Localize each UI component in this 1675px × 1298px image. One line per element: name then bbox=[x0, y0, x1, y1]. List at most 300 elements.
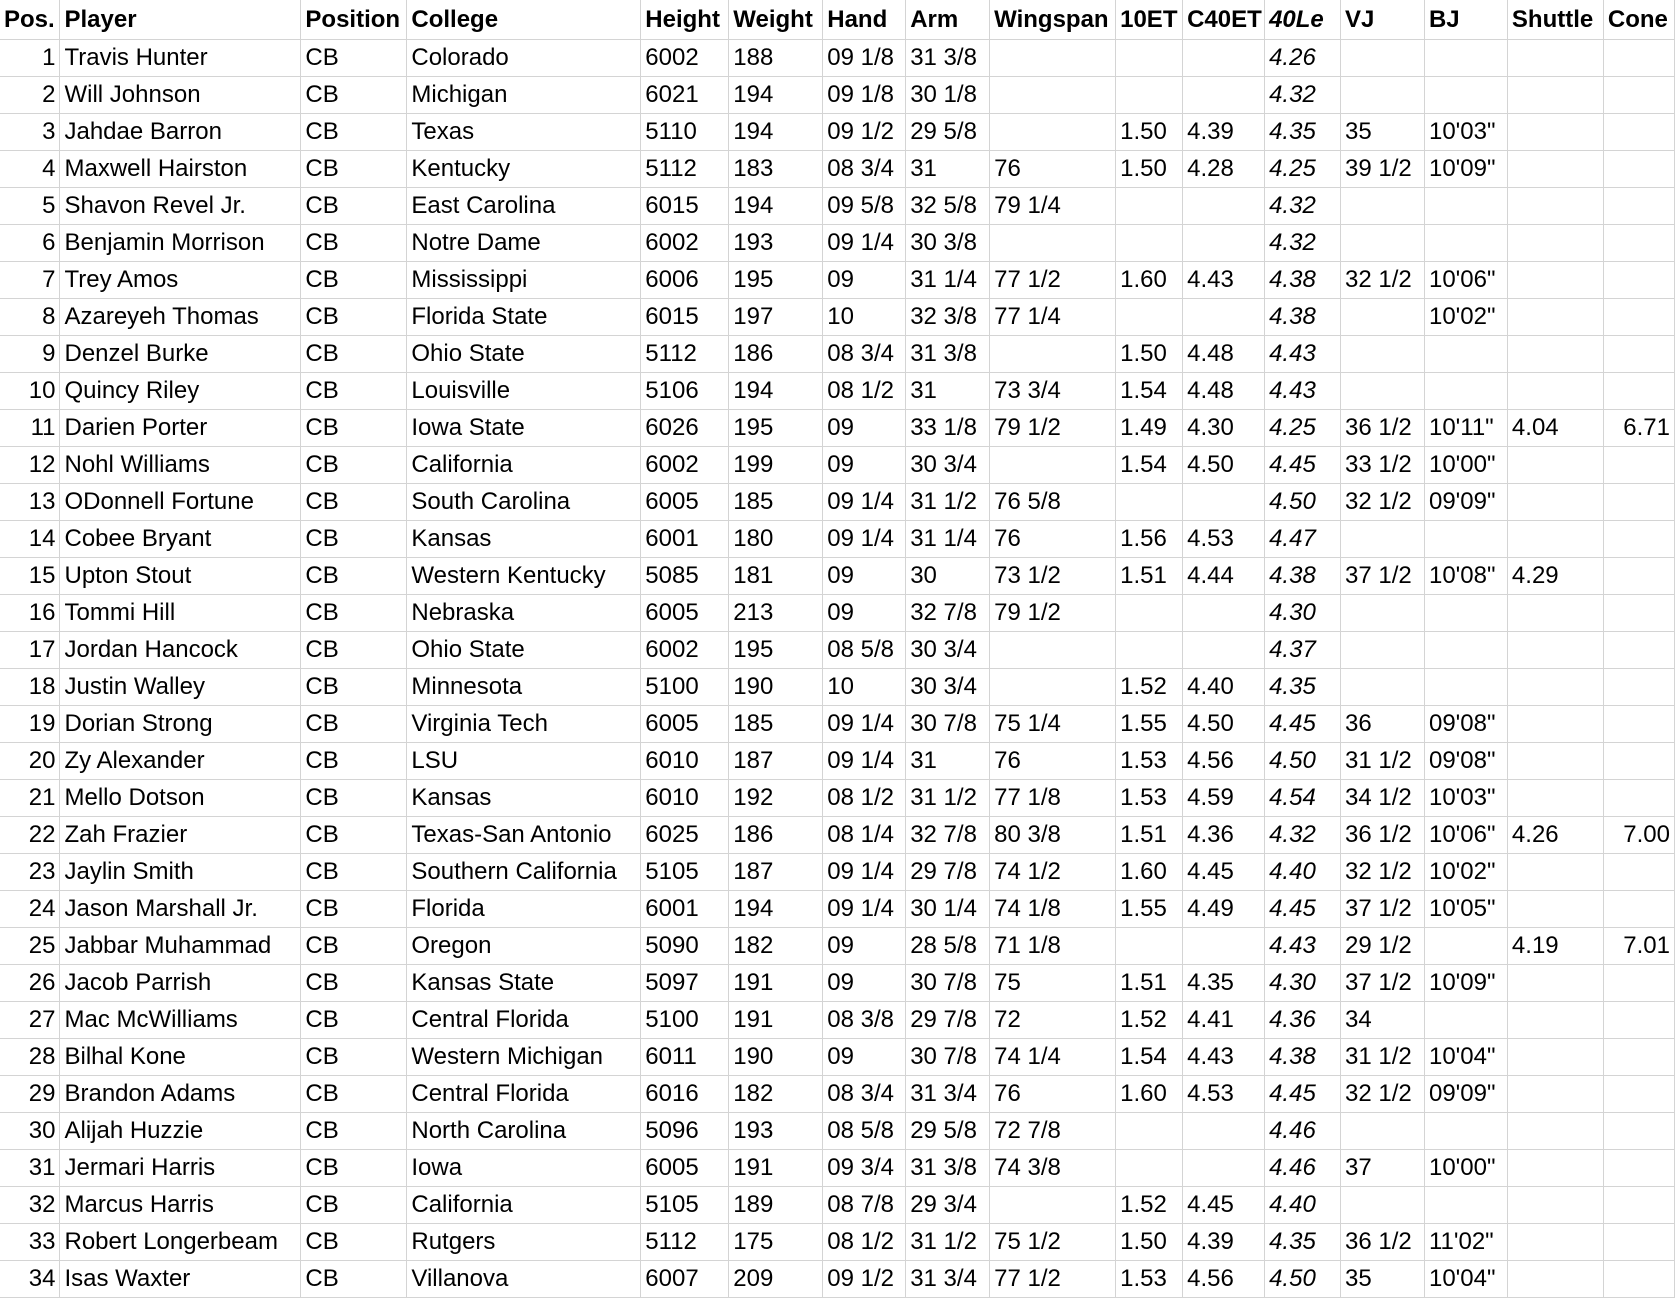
cell-shuttle[interactable] bbox=[1507, 1076, 1603, 1113]
cell-40le[interactable]: 4.38 bbox=[1265, 1039, 1341, 1076]
cell-c40et[interactable]: 4.59 bbox=[1183, 780, 1265, 817]
cell-height[interactable]: 5110 bbox=[641, 114, 729, 151]
cell-bj[interactable]: 10'00" bbox=[1424, 1150, 1507, 1187]
cell-vj[interactable] bbox=[1341, 632, 1425, 669]
cell-vj[interactable]: 36 1/2 bbox=[1341, 1224, 1425, 1261]
cell-vj[interactable]: 33 1/2 bbox=[1341, 447, 1425, 484]
cell-position[interactable]: CB bbox=[301, 1261, 407, 1298]
cell-bj[interactable] bbox=[1424, 669, 1507, 706]
cell-hand[interactable]: 09 1/4 bbox=[823, 743, 906, 780]
cell-cone[interactable] bbox=[1603, 336, 1674, 373]
cell-weight[interactable]: 175 bbox=[729, 1224, 823, 1261]
cell-college[interactable]: Louisville bbox=[407, 373, 641, 410]
column-header-pos[interactable]: Pos. bbox=[0, 0, 60, 40]
cell-vj[interactable] bbox=[1341, 595, 1425, 632]
cell-shuttle[interactable] bbox=[1507, 965, 1603, 1002]
cell-vj[interactable] bbox=[1341, 373, 1425, 410]
cell-arm[interactable]: 31 1/4 bbox=[906, 521, 990, 558]
cell-height[interactable]: 6021 bbox=[641, 77, 729, 114]
cell-weight[interactable]: 187 bbox=[729, 743, 823, 780]
cell-position[interactable]: CB bbox=[301, 965, 407, 1002]
cell-10et[interactable]: 1.50 bbox=[1116, 336, 1183, 373]
cell-college[interactable]: Florida State bbox=[407, 299, 641, 336]
cell-shuttle[interactable] bbox=[1507, 1187, 1603, 1224]
cell-hand[interactable]: 09 bbox=[823, 928, 906, 965]
cell-weight[interactable]: 188 bbox=[729, 40, 823, 77]
cell-bj[interactable]: 10'06" bbox=[1424, 262, 1507, 299]
cell-pos[interactable]: 14 bbox=[0, 521, 60, 558]
cell-10et[interactable] bbox=[1116, 1113, 1183, 1150]
cell-c40et[interactable]: 4.43 bbox=[1183, 1039, 1265, 1076]
cell-position[interactable]: CB bbox=[301, 410, 407, 447]
cell-hand[interactable]: 09 3/4 bbox=[823, 1150, 906, 1187]
cell-hand[interactable]: 09 bbox=[823, 558, 906, 595]
cell-arm[interactable]: 31 1/2 bbox=[906, 1224, 990, 1261]
cell-bj[interactable]: 10'00" bbox=[1424, 447, 1507, 484]
cell-10et[interactable]: 1.56 bbox=[1116, 521, 1183, 558]
cell-position[interactable]: CB bbox=[301, 188, 407, 225]
cell-hand[interactable]: 08 3/4 bbox=[823, 151, 906, 188]
cell-10et[interactable]: 1.50 bbox=[1116, 114, 1183, 151]
cell-c40et[interactable] bbox=[1183, 188, 1265, 225]
cell-vj[interactable] bbox=[1341, 1113, 1425, 1150]
cell-weight[interactable]: 194 bbox=[729, 114, 823, 151]
cell-shuttle[interactable] bbox=[1507, 225, 1603, 262]
cell-college[interactable]: Notre Dame bbox=[407, 225, 641, 262]
cell-cone[interactable] bbox=[1603, 595, 1674, 632]
cell-weight[interactable]: 197 bbox=[729, 299, 823, 336]
cell-shuttle[interactable]: 4.26 bbox=[1507, 817, 1603, 854]
cell-vj[interactable]: 31 1/2 bbox=[1341, 1039, 1425, 1076]
cell-position[interactable]: CB bbox=[301, 40, 407, 77]
cell-hand[interactable]: 09 bbox=[823, 1039, 906, 1076]
cell-bj[interactable] bbox=[1424, 595, 1507, 632]
column-header-college[interactable]: College bbox=[407, 0, 641, 40]
cell-college[interactable]: Michigan bbox=[407, 77, 641, 114]
cell-vj[interactable] bbox=[1341, 40, 1425, 77]
cell-10et[interactable]: 1.53 bbox=[1116, 1261, 1183, 1298]
cell-weight[interactable]: 190 bbox=[729, 1039, 823, 1076]
cell-height[interactable]: 6005 bbox=[641, 595, 729, 632]
cell-10et[interactable]: 1.51 bbox=[1116, 558, 1183, 595]
cell-wingspan[interactable] bbox=[990, 77, 1116, 114]
cell-height[interactable]: 6016 bbox=[641, 1076, 729, 1113]
cell-college[interactable]: North Carolina bbox=[407, 1113, 641, 1150]
cell-shuttle[interactable]: 4.04 bbox=[1507, 410, 1603, 447]
cell-arm[interactable]: 31 1/2 bbox=[906, 484, 990, 521]
cell-vj[interactable]: 39 1/2 bbox=[1341, 151, 1425, 188]
cell-shuttle[interactable] bbox=[1507, 743, 1603, 780]
cell-40le[interactable]: 4.32 bbox=[1265, 77, 1341, 114]
cell-arm[interactable]: 32 7/8 bbox=[906, 595, 990, 632]
cell-c40et[interactable] bbox=[1183, 40, 1265, 77]
cell-wingspan[interactable] bbox=[990, 225, 1116, 262]
cell-height[interactable]: 5100 bbox=[641, 669, 729, 706]
cell-vj[interactable]: 32 1/2 bbox=[1341, 1076, 1425, 1113]
cell-arm[interactable]: 29 7/8 bbox=[906, 1002, 990, 1039]
cell-arm[interactable]: 30 3/4 bbox=[906, 447, 990, 484]
cell-hand[interactable]: 09 1/4 bbox=[823, 225, 906, 262]
cell-player[interactable]: Travis Hunter bbox=[60, 40, 301, 77]
cell-cone[interactable] bbox=[1603, 1076, 1674, 1113]
column-header-height[interactable]: Height bbox=[641, 0, 729, 40]
cell-player[interactable]: Shavon Revel Jr. bbox=[60, 188, 301, 225]
cell-position[interactable]: CB bbox=[301, 780, 407, 817]
cell-c40et[interactable]: 4.56 bbox=[1183, 1261, 1265, 1298]
cell-shuttle[interactable] bbox=[1507, 1150, 1603, 1187]
column-header-c40et[interactable]: C40ET bbox=[1183, 0, 1265, 40]
cell-vj[interactable] bbox=[1341, 225, 1425, 262]
cell-college[interactable]: Virginia Tech bbox=[407, 706, 641, 743]
cell-10et[interactable] bbox=[1116, 77, 1183, 114]
cell-hand[interactable]: 08 1/2 bbox=[823, 373, 906, 410]
cell-bj[interactable] bbox=[1424, 928, 1507, 965]
cell-wingspan[interactable] bbox=[990, 1187, 1116, 1224]
cell-hand[interactable]: 09 bbox=[823, 447, 906, 484]
cell-10et[interactable]: 1.54 bbox=[1116, 1039, 1183, 1076]
cell-position[interactable]: CB bbox=[301, 1039, 407, 1076]
cell-wingspan[interactable]: 74 1/8 bbox=[990, 891, 1116, 928]
cell-pos[interactable]: 2 bbox=[0, 77, 60, 114]
cell-arm[interactable]: 29 5/8 bbox=[906, 114, 990, 151]
cell-wingspan[interactable]: 73 3/4 bbox=[990, 373, 1116, 410]
cell-position[interactable]: CB bbox=[301, 262, 407, 299]
cell-position[interactable]: CB bbox=[301, 632, 407, 669]
cell-40le[interactable]: 4.54 bbox=[1265, 780, 1341, 817]
cell-pos[interactable]: 8 bbox=[0, 299, 60, 336]
cell-wingspan[interactable] bbox=[990, 336, 1116, 373]
cell-player[interactable]: Jahdae Barron bbox=[60, 114, 301, 151]
cell-10et[interactable] bbox=[1116, 595, 1183, 632]
cell-position[interactable]: CB bbox=[301, 1076, 407, 1113]
cell-40le[interactable]: 4.35 bbox=[1265, 669, 1341, 706]
cell-pos[interactable]: 30 bbox=[0, 1113, 60, 1150]
cell-10et[interactable]: 1.49 bbox=[1116, 410, 1183, 447]
cell-player[interactable]: Zah Frazier bbox=[60, 817, 301, 854]
cell-c40et[interactable]: 4.43 bbox=[1183, 262, 1265, 299]
cell-10et[interactable]: 1.53 bbox=[1116, 743, 1183, 780]
cell-wingspan[interactable]: 77 1/2 bbox=[990, 1261, 1116, 1298]
cell-height[interactable]: 5100 bbox=[641, 1002, 729, 1039]
cell-c40et[interactable]: 4.50 bbox=[1183, 706, 1265, 743]
cell-vj[interactable] bbox=[1341, 669, 1425, 706]
cell-position[interactable]: CB bbox=[301, 447, 407, 484]
cell-10et[interactable]: 1.52 bbox=[1116, 1187, 1183, 1224]
cell-position[interactable]: CB bbox=[301, 1224, 407, 1261]
cell-player[interactable]: Nohl Williams bbox=[60, 447, 301, 484]
cell-shuttle[interactable] bbox=[1507, 1002, 1603, 1039]
cell-arm[interactable]: 30 1/4 bbox=[906, 891, 990, 928]
cell-bj[interactable]: 10'03" bbox=[1424, 780, 1507, 817]
cell-40le[interactable]: 4.46 bbox=[1265, 1150, 1341, 1187]
cell-10et[interactable]: 1.54 bbox=[1116, 373, 1183, 410]
cell-college[interactable]: Western Michigan bbox=[407, 1039, 641, 1076]
cell-position[interactable]: CB bbox=[301, 1113, 407, 1150]
cell-pos[interactable]: 21 bbox=[0, 780, 60, 817]
cell-wingspan[interactable]: 80 3/8 bbox=[990, 817, 1116, 854]
cell-40le[interactable]: 4.26 bbox=[1265, 40, 1341, 77]
cell-pos[interactable]: 10 bbox=[0, 373, 60, 410]
cell-wingspan[interactable]: 76 bbox=[990, 743, 1116, 780]
cell-position[interactable]: CB bbox=[301, 521, 407, 558]
cell-position[interactable]: CB bbox=[301, 595, 407, 632]
cell-pos[interactable]: 15 bbox=[0, 558, 60, 595]
cell-bj[interactable]: 09'08" bbox=[1424, 706, 1507, 743]
cell-bj[interactable]: 09'09" bbox=[1424, 1076, 1507, 1113]
cell-vj[interactable]: 36 1/2 bbox=[1341, 817, 1425, 854]
cell-bj[interactable]: 09'08" bbox=[1424, 743, 1507, 780]
cell-height[interactable]: 6002 bbox=[641, 632, 729, 669]
cell-10et[interactable] bbox=[1116, 40, 1183, 77]
cell-wingspan[interactable]: 76 5/8 bbox=[990, 484, 1116, 521]
cell-vj[interactable] bbox=[1341, 521, 1425, 558]
cell-college[interactable]: Iowa State bbox=[407, 410, 641, 447]
cell-vj[interactable] bbox=[1341, 336, 1425, 373]
cell-weight[interactable]: 195 bbox=[729, 262, 823, 299]
cell-c40et[interactable]: 4.30 bbox=[1183, 410, 1265, 447]
cell-arm[interactable]: 30 7/8 bbox=[906, 965, 990, 1002]
cell-vj[interactable]: 32 1/2 bbox=[1341, 262, 1425, 299]
cell-shuttle[interactable] bbox=[1507, 780, 1603, 817]
cell-bj[interactable]: 10'02" bbox=[1424, 854, 1507, 891]
cell-weight[interactable]: 193 bbox=[729, 1113, 823, 1150]
cell-college[interactable]: Villanova bbox=[407, 1261, 641, 1298]
cell-c40et[interactable]: 4.48 bbox=[1183, 336, 1265, 373]
cell-cone[interactable] bbox=[1603, 484, 1674, 521]
cell-40le[interactable]: 4.25 bbox=[1265, 410, 1341, 447]
cell-10et[interactable]: 1.53 bbox=[1116, 780, 1183, 817]
cell-arm[interactable]: 30 7/8 bbox=[906, 1039, 990, 1076]
cell-c40et[interactable]: 4.49 bbox=[1183, 891, 1265, 928]
column-header-weight[interactable]: Weight bbox=[729, 0, 823, 40]
cell-pos[interactable]: 1 bbox=[0, 40, 60, 77]
cell-player[interactable]: Darien Porter bbox=[60, 410, 301, 447]
cell-hand[interactable]: 09 bbox=[823, 595, 906, 632]
cell-pos[interactable]: 18 bbox=[0, 669, 60, 706]
cell-10et[interactable]: 1.55 bbox=[1116, 891, 1183, 928]
cell-cone[interactable] bbox=[1603, 1261, 1674, 1298]
cell-player[interactable]: Maxwell Hairston bbox=[60, 151, 301, 188]
cell-college[interactable]: California bbox=[407, 447, 641, 484]
cell-weight[interactable]: 192 bbox=[729, 780, 823, 817]
cell-10et[interactable] bbox=[1116, 632, 1183, 669]
cell-player[interactable]: Tommi Hill bbox=[60, 595, 301, 632]
cell-arm[interactable]: 31 3/8 bbox=[906, 40, 990, 77]
cell-wingspan[interactable]: 75 1/2 bbox=[990, 1224, 1116, 1261]
cell-weight[interactable]: 189 bbox=[729, 1187, 823, 1224]
cell-arm[interactable]: 31 3/8 bbox=[906, 336, 990, 373]
cell-shuttle[interactable] bbox=[1507, 1113, 1603, 1150]
cell-weight[interactable]: 182 bbox=[729, 928, 823, 965]
cell-shuttle[interactable] bbox=[1507, 521, 1603, 558]
cell-vj[interactable]: 34 1/2 bbox=[1341, 780, 1425, 817]
cell-weight[interactable]: 181 bbox=[729, 558, 823, 595]
cell-cone[interactable] bbox=[1603, 225, 1674, 262]
cell-40le[interactable]: 4.25 bbox=[1265, 151, 1341, 188]
cell-shuttle[interactable] bbox=[1507, 262, 1603, 299]
cell-pos[interactable]: 27 bbox=[0, 1002, 60, 1039]
cell-college[interactable]: Ohio State bbox=[407, 336, 641, 373]
cell-40le[interactable]: 4.36 bbox=[1265, 1002, 1341, 1039]
cell-height[interactable]: 5112 bbox=[641, 1224, 729, 1261]
cell-college[interactable]: Rutgers bbox=[407, 1224, 641, 1261]
cell-player[interactable]: Denzel Burke bbox=[60, 336, 301, 373]
cell-40le[interactable]: 4.35 bbox=[1265, 114, 1341, 151]
cell-position[interactable]: CB bbox=[301, 669, 407, 706]
cell-c40et[interactable] bbox=[1183, 225, 1265, 262]
cell-height[interactable]: 6015 bbox=[641, 299, 729, 336]
cell-height[interactable]: 6006 bbox=[641, 262, 729, 299]
cell-10et[interactable] bbox=[1116, 299, 1183, 336]
cell-cone[interactable] bbox=[1603, 706, 1674, 743]
cell-arm[interactable]: 31 bbox=[906, 743, 990, 780]
cell-cone[interactable] bbox=[1603, 891, 1674, 928]
cell-height[interactable]: 5085 bbox=[641, 558, 729, 595]
cell-wingspan[interactable] bbox=[990, 114, 1116, 151]
cell-player[interactable]: Isas Waxter bbox=[60, 1261, 301, 1298]
cell-bj[interactable]: 10'05" bbox=[1424, 891, 1507, 928]
cell-hand[interactable]: 08 5/8 bbox=[823, 632, 906, 669]
cell-pos[interactable]: 11 bbox=[0, 410, 60, 447]
cell-weight[interactable]: 194 bbox=[729, 77, 823, 114]
cell-bj[interactable]: 10'02" bbox=[1424, 299, 1507, 336]
cell-c40et[interactable] bbox=[1183, 928, 1265, 965]
cell-weight[interactable]: 194 bbox=[729, 188, 823, 225]
cell-bj[interactable]: 11'02" bbox=[1424, 1224, 1507, 1261]
cell-cone[interactable] bbox=[1603, 40, 1674, 77]
cell-c40et[interactable]: 4.45 bbox=[1183, 854, 1265, 891]
cell-pos[interactable]: 12 bbox=[0, 447, 60, 484]
cell-player[interactable]: Will Johnson bbox=[60, 77, 301, 114]
cell-wingspan[interactable]: 75 1/4 bbox=[990, 706, 1116, 743]
cell-arm[interactable]: 31 1/4 bbox=[906, 262, 990, 299]
cell-wingspan[interactable]: 72 7/8 bbox=[990, 1113, 1116, 1150]
cell-40le[interactable]: 4.50 bbox=[1265, 1261, 1341, 1298]
cell-hand[interactable]: 08 3/4 bbox=[823, 1076, 906, 1113]
cell-40le[interactable]: 4.45 bbox=[1265, 447, 1341, 484]
cell-wingspan[interactable] bbox=[990, 40, 1116, 77]
cell-hand[interactable]: 08 5/8 bbox=[823, 1113, 906, 1150]
cell-wingspan[interactable]: 71 1/8 bbox=[990, 928, 1116, 965]
cell-position[interactable]: CB bbox=[301, 484, 407, 521]
cell-hand[interactable]: 09 1/4 bbox=[823, 891, 906, 928]
cell-c40et[interactable]: 4.48 bbox=[1183, 373, 1265, 410]
cell-shuttle[interactable] bbox=[1507, 595, 1603, 632]
cell-height[interactable]: 5096 bbox=[641, 1113, 729, 1150]
cell-height[interactable]: 6007 bbox=[641, 1261, 729, 1298]
cell-cone[interactable] bbox=[1603, 262, 1674, 299]
cell-pos[interactable]: 31 bbox=[0, 1150, 60, 1187]
cell-height[interactable]: 5112 bbox=[641, 151, 729, 188]
cell-arm[interactable]: 29 7/8 bbox=[906, 854, 990, 891]
cell-10et[interactable]: 1.52 bbox=[1116, 1002, 1183, 1039]
cell-vj[interactable]: 31 1/2 bbox=[1341, 743, 1425, 780]
cell-shuttle[interactable] bbox=[1507, 1039, 1603, 1076]
cell-college[interactable]: Kansas bbox=[407, 780, 641, 817]
cell-bj[interactable]: 10'03" bbox=[1424, 114, 1507, 151]
cell-hand[interactable]: 10 bbox=[823, 669, 906, 706]
cell-vj[interactable] bbox=[1341, 188, 1425, 225]
cell-player[interactable]: Upton Stout bbox=[60, 558, 301, 595]
column-header-10et[interactable]: 10ET bbox=[1116, 0, 1183, 40]
cell-shuttle[interactable] bbox=[1507, 669, 1603, 706]
cell-pos[interactable]: 28 bbox=[0, 1039, 60, 1076]
cell-player[interactable]: Jason Marshall Jr. bbox=[60, 891, 301, 928]
cell-40le[interactable]: 4.43 bbox=[1265, 336, 1341, 373]
cell-college[interactable]: Kansas State bbox=[407, 965, 641, 1002]
cell-cone[interactable] bbox=[1603, 743, 1674, 780]
cell-40le[interactable]: 4.37 bbox=[1265, 632, 1341, 669]
cell-40le[interactable]: 4.46 bbox=[1265, 1113, 1341, 1150]
cell-vj[interactable] bbox=[1341, 77, 1425, 114]
cell-pos[interactable]: 3 bbox=[0, 114, 60, 151]
cell-bj[interactable] bbox=[1424, 1187, 1507, 1224]
cell-bj[interactable] bbox=[1424, 225, 1507, 262]
cell-wingspan[interactable]: 75 bbox=[990, 965, 1116, 1002]
cell-pos[interactable]: 9 bbox=[0, 336, 60, 373]
cell-arm[interactable]: 31 bbox=[906, 151, 990, 188]
cell-cone[interactable] bbox=[1603, 1150, 1674, 1187]
cell-player[interactable]: Alijah Huzzie bbox=[60, 1113, 301, 1150]
cell-cone[interactable] bbox=[1603, 669, 1674, 706]
cell-height[interactable]: 6002 bbox=[641, 447, 729, 484]
cell-40le[interactable]: 4.47 bbox=[1265, 521, 1341, 558]
cell-shuttle[interactable]: 4.29 bbox=[1507, 558, 1603, 595]
cell-bj[interactable]: 10'11" bbox=[1424, 410, 1507, 447]
cell-c40et[interactable]: 4.35 bbox=[1183, 965, 1265, 1002]
cell-10et[interactable]: 1.60 bbox=[1116, 1076, 1183, 1113]
cell-college[interactable]: Colorado bbox=[407, 40, 641, 77]
cell-40le[interactable]: 4.40 bbox=[1265, 854, 1341, 891]
cell-arm[interactable]: 29 3/4 bbox=[906, 1187, 990, 1224]
cell-wingspan[interactable]: 72 bbox=[990, 1002, 1116, 1039]
cell-pos[interactable]: 17 bbox=[0, 632, 60, 669]
cell-player[interactable]: Dorian Strong bbox=[60, 706, 301, 743]
cell-player[interactable]: ODonnell Fortune bbox=[60, 484, 301, 521]
cell-vj[interactable]: 36 1/2 bbox=[1341, 410, 1425, 447]
cell-pos[interactable]: 29 bbox=[0, 1076, 60, 1113]
cell-10et[interactable] bbox=[1116, 225, 1183, 262]
cell-height[interactable]: 6002 bbox=[641, 40, 729, 77]
cell-hand[interactable]: 08 1/2 bbox=[823, 780, 906, 817]
cell-weight[interactable]: 187 bbox=[729, 854, 823, 891]
cell-wingspan[interactable]: 74 3/8 bbox=[990, 1150, 1116, 1187]
cell-c40et[interactable]: 4.41 bbox=[1183, 1002, 1265, 1039]
cell-40le[interactable]: 4.32 bbox=[1265, 817, 1341, 854]
cell-c40et[interactable]: 4.56 bbox=[1183, 743, 1265, 780]
cell-player[interactable]: Mello Dotson bbox=[60, 780, 301, 817]
cell-hand[interactable]: 09 1/4 bbox=[823, 706, 906, 743]
cell-height[interactable]: 6005 bbox=[641, 1150, 729, 1187]
cell-arm[interactable]: 31 1/2 bbox=[906, 780, 990, 817]
cell-weight[interactable]: 213 bbox=[729, 595, 823, 632]
cell-height[interactable]: 6010 bbox=[641, 743, 729, 780]
cell-height[interactable]: 5105 bbox=[641, 854, 729, 891]
cell-10et[interactable]: 1.50 bbox=[1116, 151, 1183, 188]
cell-player[interactable]: Azareyeh Thomas bbox=[60, 299, 301, 336]
cell-pos[interactable]: 33 bbox=[0, 1224, 60, 1261]
cell-40le[interactable]: 4.45 bbox=[1265, 706, 1341, 743]
cell-height[interactable]: 6001 bbox=[641, 521, 729, 558]
cell-height[interactable]: 6005 bbox=[641, 706, 729, 743]
cell-weight[interactable]: 186 bbox=[729, 817, 823, 854]
cell-hand[interactable]: 09 1/2 bbox=[823, 114, 906, 151]
cell-weight[interactable]: 190 bbox=[729, 669, 823, 706]
cell-player[interactable]: Justin Walley bbox=[60, 669, 301, 706]
cell-bj[interactable]: 10'08" bbox=[1424, 558, 1507, 595]
cell-height[interactable]: 6015 bbox=[641, 188, 729, 225]
cell-vj[interactable]: 35 bbox=[1341, 114, 1425, 151]
